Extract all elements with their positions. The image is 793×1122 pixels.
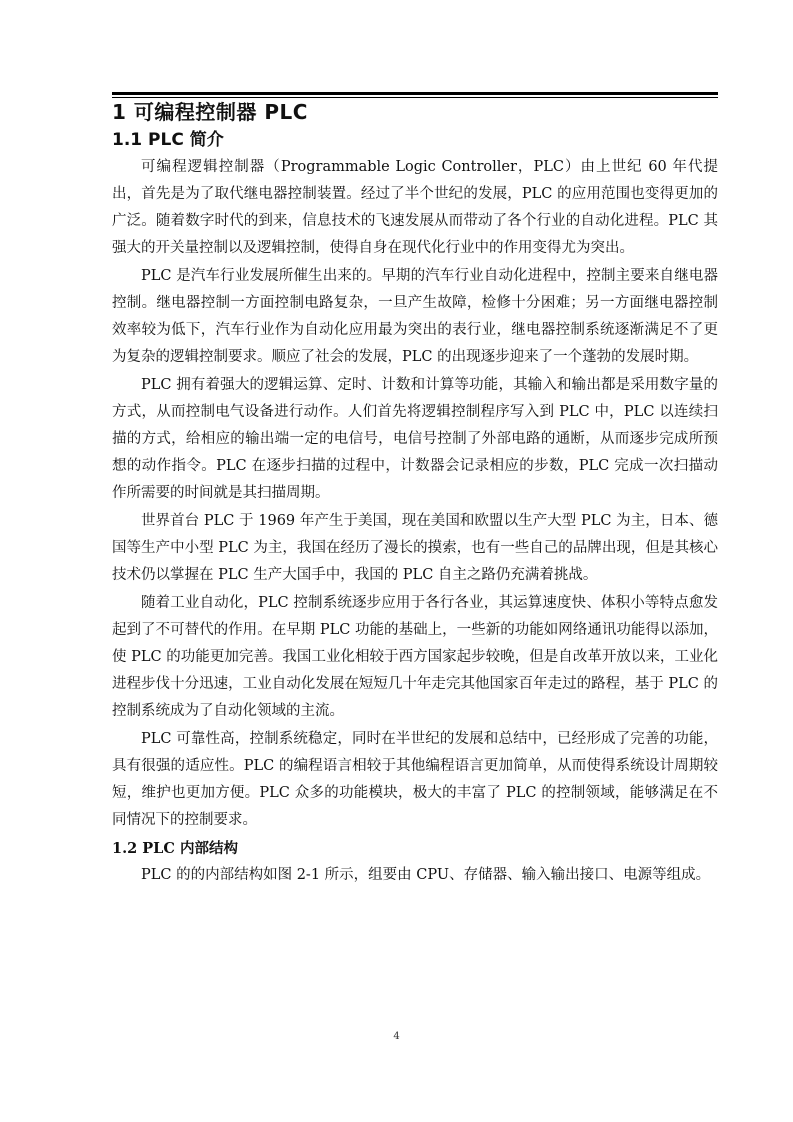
paragraph: PLC 拥有着强大的逻辑运算、定时、计数和计算等功能，其输入和输出都是采用数字量的方式，从而控制电气设备进行动作。人们首先将逻辑控制程序写入到 PLC 中，PLC 以连续扫描的方式，给相应的输出端一定的电信号，电信号控制了外部电路的通断，从而逐步完成所预想的动作指令。PLC 在逐步扫描的过程中，计数器会记录相应的步数，PLC 完成一次扫描动作所需要的时间就是其扫描周期。 <box>112 377 718 501</box>
page-number: 4 <box>393 1031 400 1042</box>
header-rule-thick <box>112 92 718 95</box>
section-heading-plc-structure: 1.2 PLC 内部结构 <box>112 840 238 857</box>
paragraph: 世界首台 PLC 于 1969 年产生于美国，现在美国和欧盟以生产大型 PLC 为主，日本、德国等生产中小型 PLC 为主，我国在经历了漫长的摸索，也有一些自己的品牌出现，但是其核心技术仍以掌握在 PLC 生产大国手中，我国的 PLC 自主之路仍充满着挑战。 <box>112 513 718 583</box>
paragraph: 随着工业自动化，PLC 控制系统逐步应用于各行各业，其运算速度快、体积小等特点愈发起到了不可替代的作用。在早期 PLC 功能的基础上，一些新的功能如网络通讯功能得以添加，使 PLC 的功能更加完善。我国工业化相较于西方国家起步较晚，但是自改革开放以来，工业化进程步伐十分迅速，工业自动化发展在短短几十年走完其他国家百年走过的路程，基于 PLC 的控制系统成为了自动化领域的主流。 <box>112 595 718 719</box>
paragraph: PLC 是汽车行业发展所催生出来的。早期的汽车行业自动化进程中，控制主要来自继电器控制。继电器控制一方面控制电路复杂，一旦产生故障，检修十分困难；另一方面继电器控制效率较为低下，汽车行业作为自动化应用最为突出的表行业，继电器控制系统逐渐满足不了更为复杂的逻辑控制要求。顺应了社会的发展，PLC 的出现逐步迎来了一个蓬勃的发展时期。 <box>112 268 718 365</box>
chapter-title: 1 可编程控制器 PLC <box>112 100 308 124</box>
paragraph: 可编程逻辑控制器（Programmable Logic Controller，PLC）由上世纪 60 年代提出，首先是为了取代继电器控制装置。经过了半个世纪的发展，PLC 的应用范围也变得更加的广泛。随着数字时代的到来，信息技术的飞速发展从而带动了各个行业的自动化进程。PLC 其强大的开关量控制以及逻辑控制，使得自身在现代化行业中的作用变得尤为突出。 <box>112 159 718 256</box>
section-heading-plc-intro: 1.1 PLC 简介 <box>112 130 224 150</box>
page-content <box>112 96 718 890</box>
paragraph: PLC 可靠性高，控制系统稳定，同时在半世纪的发展和总结中，已经形成了完善的功能，具有很强的适应性。PLC 的编程语言相较于其他编程语言更加简单，从而使得系统设计周期较短，维护也更加方便。PLC 众多的功能模块，极大的丰富了 PLC 的控制领域，能够满足在不同情况下的控制要求。 <box>112 731 718 828</box>
paragraph: PLC 的的内部结构如图 2-1 所示，组要由 CPU、存储器、输入输出接口、电源等组成。 <box>141 867 711 883</box>
